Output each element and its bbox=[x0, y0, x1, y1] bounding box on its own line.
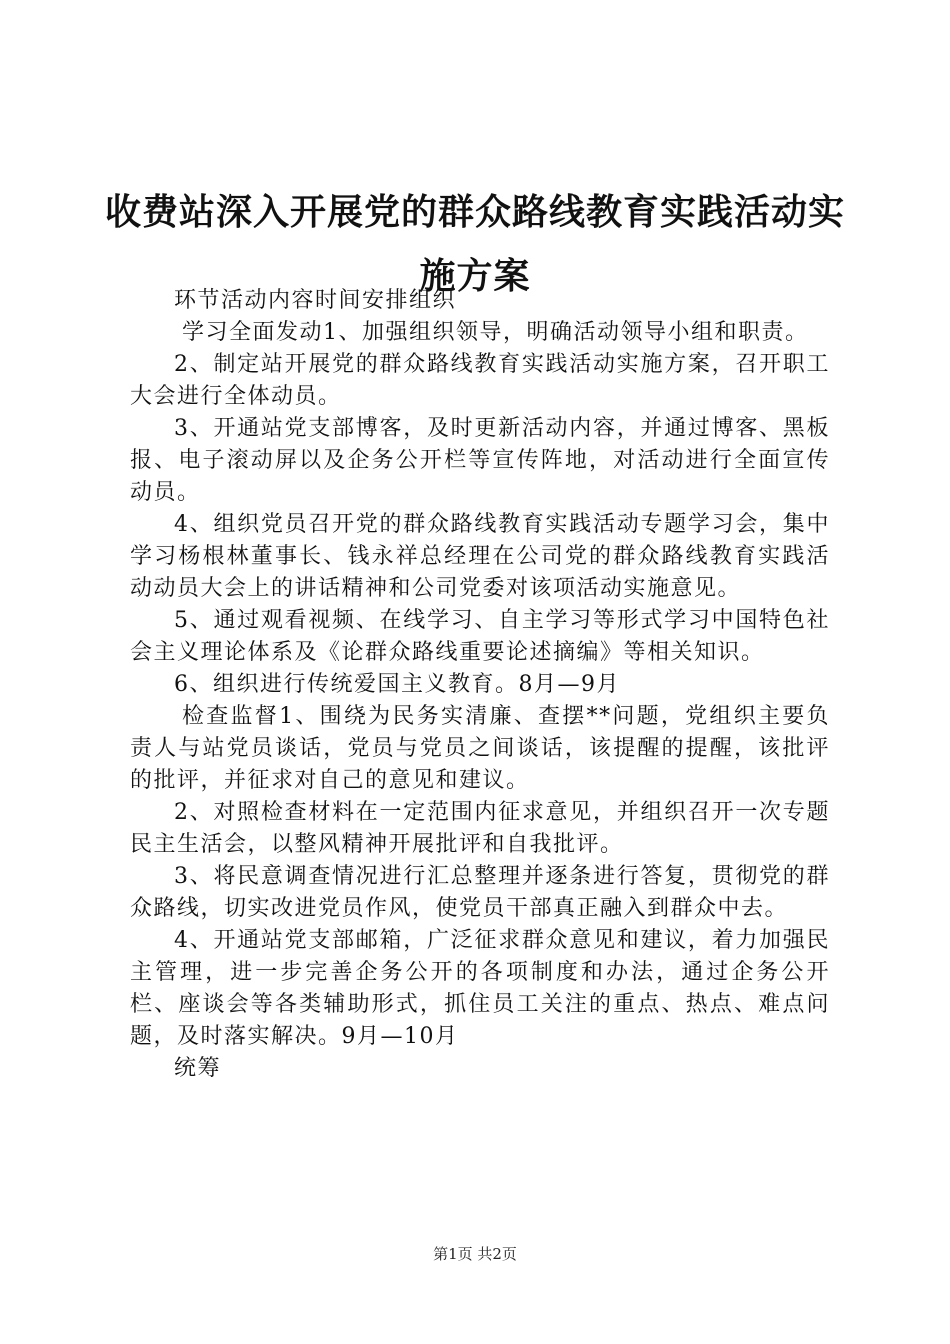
paragraph: 环节活动内容时间安排组织 bbox=[174, 288, 457, 313]
page-number-footer: 第1页 共2页 bbox=[433, 1245, 517, 1263]
paragraph: 4、开通站党支部邮箱，广泛征求群众意见和建议，着力加强民主管理，进一步完善企务公开的各项制度和办法，通过企务公开栏、座谈会等各类辅助形式，抓住员工关注的重点、热点、难点问题，及时落实解决。9月—10月 bbox=[130, 928, 830, 1049]
paragraph: 3、将民意调查情况进行汇总整理并逐条进行答复，贯彻党的群众路线，切实改进党员作风，使党员干部真正融入到群众中去。 bbox=[130, 864, 830, 921]
paragraph: 学习全面发动1、加强组织领导，明确活动领导小组和职责。 bbox=[182, 320, 809, 345]
paragraph: 5、通过观看视频、在线学习、自主学习等形式学习中国特色社会主义理论体系及《论群众路线重要论述摘编》等相关知识。 bbox=[130, 608, 830, 665]
paragraph: 检查监督1、围绕为民务实清廉、查摆**问题，党组织主要负责人与站党员谈话，党员与党员之间谈话，该提醒的提醒，该批评的批评，并征求对自己的意见和建议。 bbox=[130, 704, 830, 793]
paragraph: 2、制定站开展党的群众路线教育实践活动实施方案，召开职工大会进行全体动员。 bbox=[130, 352, 830, 409]
paragraph: 3、开通站党支部博客，及时更新活动内容，并通过博客、黑板报、电子滚动屏以及企务公开栏等宣传阵地，对活动进行全面宣传动员。 bbox=[130, 416, 830, 505]
paragraph: 2、对照检查材料在一定范围内征求意见，并组织召开一次专题民主生活会，以整风精神开展批评和自我批评。 bbox=[130, 800, 830, 857]
document-body bbox=[130, 285, 830, 1085]
paragraph: 4、组织党员召开党的群众路线教育实践活动专题学习会，集中学习杨根林董事长、钱永祥总经理在公司党的群众路线教育实践活动动员大会上的讲话精神和公司党委对该项活动实施意见。 bbox=[130, 512, 830, 601]
paragraph: 6、组织进行传统爱国主义教育。8月—9月 bbox=[174, 672, 620, 697]
document-title: 收费站深入开展党的群众路线教育实践活动实施方案 bbox=[104, 191, 845, 297]
paragraph: 统筹 bbox=[174, 1056, 222, 1081]
